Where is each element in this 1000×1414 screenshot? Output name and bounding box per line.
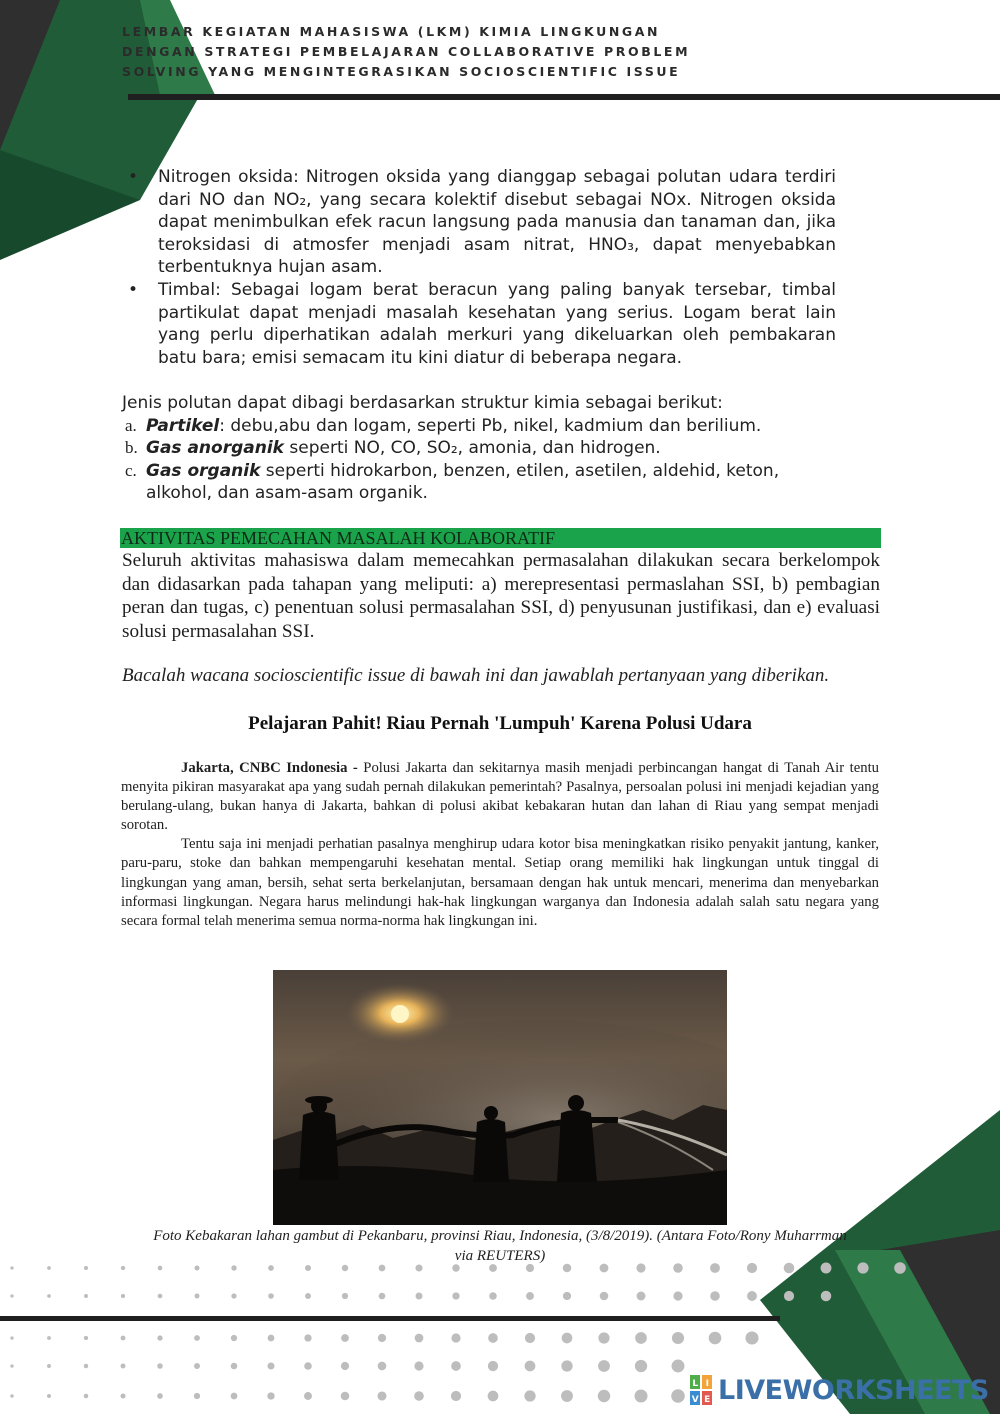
decorative-dot xyxy=(267,1362,274,1369)
section-heading: AKTIVITAS PEMECAHAN MASALAH KOLABORATIF xyxy=(120,528,881,548)
decorative-dot xyxy=(635,1332,647,1344)
decorative-dot xyxy=(451,1391,461,1401)
instruction-text: Bacalah wacana socioscientific issue di bawah ini dan jawablah pertanyaan yang diberikan. xyxy=(122,665,830,686)
decorative-dot xyxy=(562,1333,573,1344)
decorative-dot xyxy=(84,1336,88,1340)
decorative-dot xyxy=(231,1335,237,1341)
decorative-dot xyxy=(157,1363,162,1368)
decorative-dot xyxy=(121,1364,126,1369)
decorative-dot xyxy=(231,1393,238,1400)
list-marker: b. xyxy=(125,438,138,458)
decorative-dot xyxy=(747,1291,757,1301)
decorative-dot xyxy=(268,1335,275,1342)
decorative-dot xyxy=(84,1394,89,1399)
decorative-dot xyxy=(563,1292,571,1300)
decorative-dot xyxy=(304,1362,312,1370)
decorative-dot xyxy=(47,1394,51,1398)
article-paragraph xyxy=(121,759,879,835)
article-paragraph: Tentu saja ini menjadi perhatian pasalnya menghirup udara kotor bisa meningkatkan risiko penyakit jantung, kanker, paru-paru, stoke dan bahkan mempengaruhi kesehatan mental. Setiap orang memiliki hak lingkungan untuk tinggal di lingkungan yang aman, bersih, sehat serta berkelanjutan, bersamaan dengan hak untuk mencari, menerima dan menyebarkan informasi lingkungan. Negara harus melindungi hak-hak lingkungan warganya dan Indonesia adalah salah satu negara yang secara formal telah menerima semua norma-norma hak lingkungan ini. xyxy=(121,836,879,929)
decorative-dot xyxy=(304,1334,311,1341)
logo-letter: E xyxy=(704,1395,710,1405)
bullet-icon: • xyxy=(128,279,139,300)
decorative-dot xyxy=(414,1361,423,1370)
decorative-dot xyxy=(194,1363,200,1369)
decorative-dot xyxy=(10,1394,13,1397)
decorative-dot xyxy=(489,1292,497,1300)
decorative-dot xyxy=(634,1389,647,1402)
pollutant-types-list xyxy=(122,415,838,505)
list-item xyxy=(122,437,838,460)
term-description: seperti hidrokarbon, benzen, etilen, asetilen, aldehid, keton, alkohol, dan asam-asam organik. xyxy=(146,460,780,504)
bullet-text: Nitrogen oksida: Nitrogen oksida yang dianggap sebagai polutan udara terdiri dari NO dan NO₂, yang secara kolektif disebut sebagai NOx. Nitrogen oksida dapat menimbulkan efek racun langsung pada manusia dan tanaman dan, jika teroksidasi di atmosfer menjadi asam nitrat, HNO₃, dapat menyebabkan terbentuknya hujan asam. xyxy=(158,167,836,278)
wildfire-photo-image xyxy=(273,970,727,1225)
decorative-dot xyxy=(120,1393,125,1398)
decorative-dot xyxy=(158,1266,163,1271)
decorative-dot xyxy=(194,1265,199,1270)
decorative-dot xyxy=(635,1360,647,1372)
decorative-dot xyxy=(231,1265,236,1270)
wildfire-photo xyxy=(273,970,727,1225)
list-item xyxy=(122,279,836,369)
decorative-dot xyxy=(672,1332,684,1344)
decorative-dot xyxy=(10,1364,13,1367)
decorative-dot xyxy=(341,1392,349,1400)
decorative-dot xyxy=(341,1362,349,1370)
liveworksheets-logo-icon xyxy=(690,1375,712,1405)
decorative-dot xyxy=(10,1266,13,1269)
decorative-dot xyxy=(379,1293,386,1300)
decorative-dot xyxy=(267,1392,274,1399)
decorative-dot xyxy=(341,1334,349,1342)
header-title xyxy=(122,22,690,82)
decorative-dot xyxy=(488,1333,498,1343)
decorative-dot xyxy=(561,1360,572,1371)
decorative-dot xyxy=(598,1390,610,1402)
pollutant-bullet-list xyxy=(122,166,836,369)
header-title-line: DENGAN STRATEGI PEMBELAJARAN COLLABORATIVE PROBLEM xyxy=(122,44,691,59)
decorative-dot xyxy=(121,1294,125,1298)
decorative-dot xyxy=(600,1292,609,1301)
decorative-dot xyxy=(415,1334,424,1343)
decorative-dot xyxy=(158,1294,163,1299)
term-description: seperti NO, CO, SO₂, amonia, dan hidrogen. xyxy=(283,438,661,459)
decorative-dot xyxy=(157,1393,163,1399)
decorative-dot xyxy=(673,1291,682,1300)
decorative-dot xyxy=(378,1334,386,1342)
term-description: : debu,abu dan logam, seperti Pb, nikel, kadmium dan berilium. xyxy=(219,415,762,436)
decorative-dot xyxy=(378,1362,387,1371)
decorative-dot xyxy=(157,1335,162,1340)
logo-letter: L xyxy=(692,1379,698,1389)
decorative-dot xyxy=(598,1332,609,1343)
header-rule xyxy=(128,94,1000,100)
decorative-dot xyxy=(10,1294,13,1297)
decorative-dot xyxy=(745,1331,758,1344)
decorative-dot xyxy=(47,1336,51,1340)
decorative-dot xyxy=(525,1333,535,1343)
footer-rule xyxy=(0,1316,780,1321)
header-title-line: SOLVING YANG MENGINTEGRASIKAN SOCIOSCIENTIFIC ISSUE xyxy=(122,64,681,79)
decorative-dot xyxy=(47,1294,51,1298)
term: Gas anorganik xyxy=(146,438,284,459)
list-marker: c. xyxy=(125,460,137,480)
decorative-dot xyxy=(231,1293,236,1298)
decorative-dot xyxy=(672,1360,685,1373)
decorative-dot xyxy=(561,1390,573,1402)
decorative-dot xyxy=(894,1262,906,1274)
decorative-dot xyxy=(194,1393,200,1399)
decorative-dot xyxy=(821,1291,832,1302)
decorative-dot xyxy=(305,1293,311,1299)
decorative-dot xyxy=(637,1292,646,1301)
logo-letter: I xyxy=(705,1379,709,1389)
decorative-dot xyxy=(194,1335,200,1341)
article-title: Pelajaran Pahit! Riau Pernah 'Lumpuh' Karena Polusi Udara xyxy=(248,713,752,734)
decorative-dot xyxy=(524,1390,535,1401)
decorative-dot xyxy=(121,1336,126,1341)
decorative-dot xyxy=(857,1262,868,1273)
decorative-dot xyxy=(784,1291,794,1301)
list-item xyxy=(122,460,838,505)
bullet-text: Timbal: Sebagai logam berat beracun yang paling banyak tersebar, timbal partikulat dapat menjadi masalah kesehatan yang serius. Logam berat lain yang perlu diperhatikan adalah merkuri yang dikeluarkan oleh pembakaran batu bara; emisi semacam itu kini diatur di beberapa negara. xyxy=(158,279,836,368)
pollutant-types xyxy=(122,392,838,505)
decorative-dot xyxy=(195,1294,200,1299)
decorative-dot xyxy=(671,1389,685,1403)
decorative-dot xyxy=(525,1361,536,1372)
decorative-dot xyxy=(84,1364,88,1368)
logo-letter: V xyxy=(691,1395,699,1405)
bullet-icon: • xyxy=(128,167,139,187)
pollutant-types-intro: Jenis polutan dapat dibagi berdasarkan struktur kimia sebagai berikut: xyxy=(122,393,723,413)
decorative-dot xyxy=(451,1361,461,1371)
decorative-dot xyxy=(84,1266,88,1270)
decorative-dot xyxy=(377,1391,386,1400)
decorative-dot xyxy=(342,1293,348,1299)
list-marker: a. xyxy=(125,415,137,435)
decorative-dot xyxy=(47,1266,51,1270)
decorative-dot xyxy=(526,1292,534,1300)
decorative-dot xyxy=(488,1361,498,1371)
decorative-dot xyxy=(709,1332,722,1345)
decorative-dot xyxy=(598,1360,610,1372)
article-body xyxy=(121,759,879,931)
decorative-dot xyxy=(451,1333,460,1342)
decorative-dot xyxy=(710,1291,720,1301)
section-body: Seluruh aktivitas mahasiswa dalam memecahkan permasalahan dilakukan secara berkelompok dan didasarkan pada tahapan yang meliputi: a) merepresentasi permaslahan SSI, b) pembagian peran dan tugas, c) penentuan solusi permasalahan SSI, d) penyusunan justifikasi, dan e) evaluasi solusi permasalahan SSI. xyxy=(122,550,880,643)
decorative-dot xyxy=(121,1266,125,1270)
decorative-dot xyxy=(10,1336,13,1339)
decorative-dot xyxy=(47,1364,51,1368)
liveworksheets-brand xyxy=(690,1372,989,1408)
article-dateline: Jakarta, CNBC Indonesia - xyxy=(181,760,358,776)
decorative-dot xyxy=(414,1391,424,1401)
header-title-line: LEMBAR KEGIATAN MAHASISWA (LKM) KIMIA LINGKUNGAN xyxy=(122,24,661,39)
article-paragraph-text: Polusi Jakarta dan sekitarnya masih menjadi perbincangan hangat di Tanah Air tentu menyita pikiran masyarakat apa yang sudah pernah dilakukan pemerintah? Pasalnya, persoalan polusi ini menjadi kejadian yang berulang-ulang, bukan hanya di Jakarta, bahkan di polusi akibat kebakaran hutan dan lahan di Riau yang sempat menjadi sorotan. xyxy=(121,760,880,834)
decorative-dot xyxy=(304,1392,312,1400)
decorative-dot xyxy=(488,1391,499,1402)
decorative-dot xyxy=(231,1363,238,1370)
term: Partikel xyxy=(146,415,220,436)
photo-caption: Foto Kebakaran lahan gambut di Pekanbaru, provinsi Riau, Indonesia, (3/8/2019). (Antara Foto/Rony Muharrman via REUTERS) xyxy=(153,1228,847,1264)
term: Gas organik xyxy=(146,460,261,481)
list-item xyxy=(122,166,836,279)
decorative-dot xyxy=(268,1293,274,1299)
list-item xyxy=(122,415,838,438)
decorative-dot xyxy=(452,1292,459,1299)
brand-name: LIVEWORKSHEETS xyxy=(718,1374,989,1406)
decorative-dot xyxy=(84,1294,88,1298)
decorative-dot xyxy=(416,1293,423,1300)
